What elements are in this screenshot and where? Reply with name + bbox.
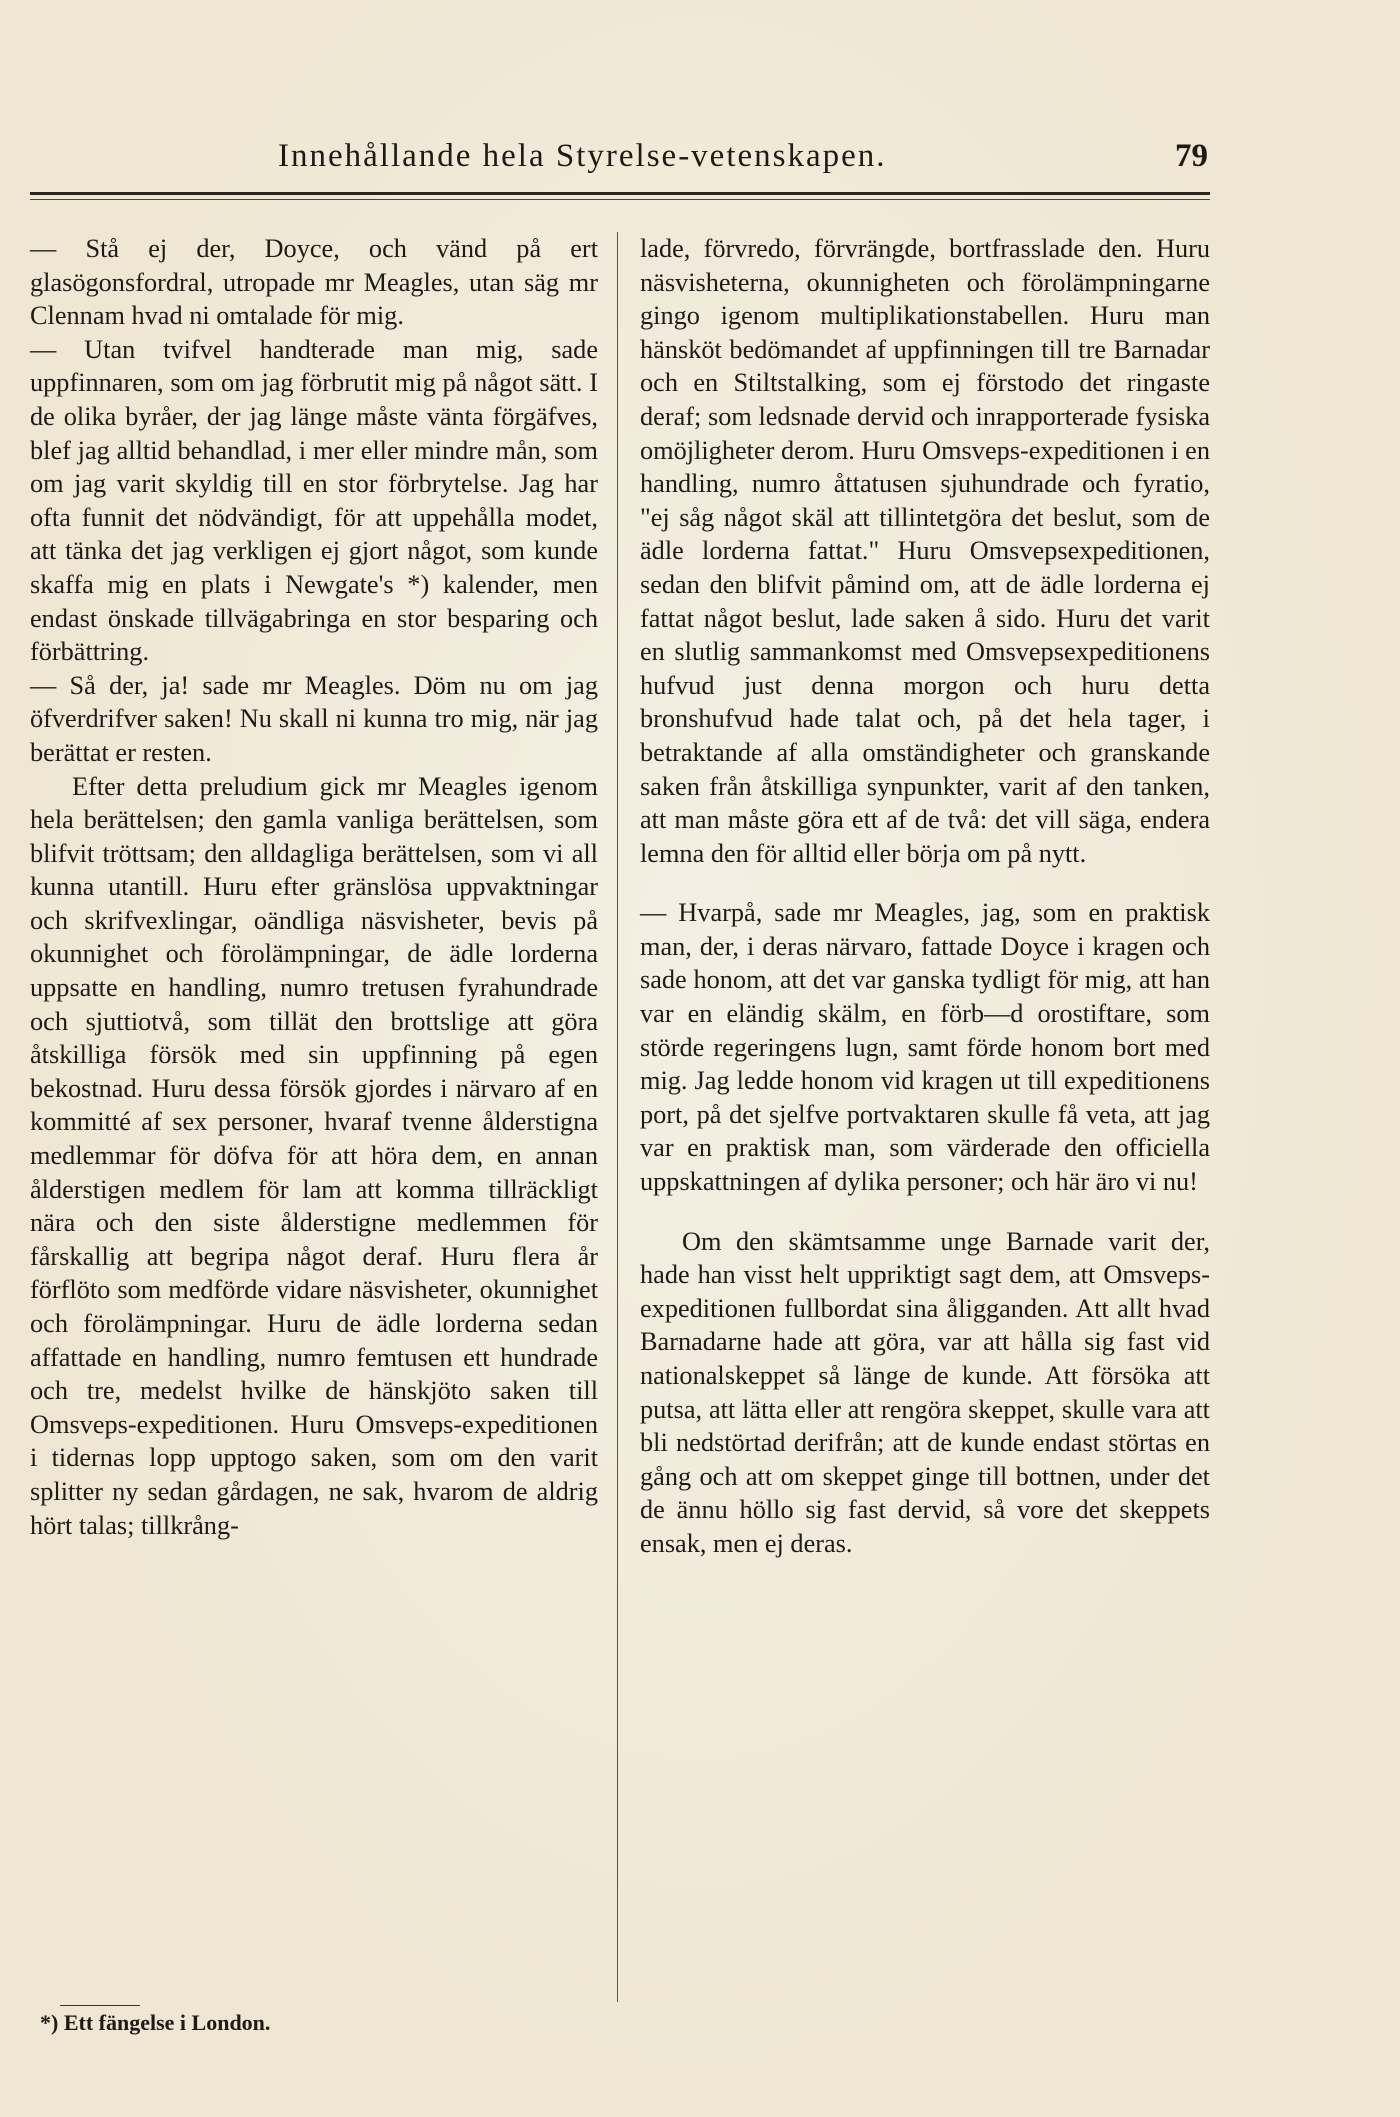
paragraph: — Så der, ja! sade mr Meagles. Döm nu om jag öfverdrifver saken! Nu skall ni kunna tro mig, när jag berättat er resten.	[30, 670, 598, 767]
header-rule-thin	[30, 199, 1210, 200]
paragraph: Efter detta preludium gick mr Meagles igenom hela berättelsen; den gamla vanliga berättelsen, som blifvit tröttsam; den alldagliga berättelsen, som vi all kunna utantill. Huru efter gränslösa uppvaktningar och skrifvexlingar, oändliga näsvisheter, bevis på okunnighet och förolämpningar, de ädle lorderna uppsatte en handling, numro tretusen fyrahundrade och sjuttiotvå, som tillät den brottslige att göra åtskilliga försök med sin uppfinning på egen bekostnad. Huru dessa försök gjordes i närvaro af en kommitté af sex personer, hvaraf tvenne ålderstigna medlemmar för döfva för att höra dem, en annan ålderstigen medlem för lam att komma tillräckligt nära och den siste ålderstigne medlemmen för fårskallig att begripa något deraf. Huru flera år förflöto som medförde vidare näsvisheter, okunnighet och förolämpningar. Huru de ädle lorderna sedan affattade en handling, numro femtusen ett hundrade och tre, medelst hvilke de hänskjöto saken till Omsveps-expeditionen. Huru Omsveps-expeditionen i tidernas lopp upptogo saken, som om den varit splitter ny sedan gårdagen, ne sak, hvarom de aldrig hört talas; tillkrång-	[30, 771, 598, 1540]
column-divider	[617, 232, 618, 2002]
running-title: Innehållande hela Styrelse-vetenskapen.	[278, 138, 887, 174]
footnote: *) Ett fängelse i London.	[40, 2010, 271, 2035]
page-number: 79	[1175, 138, 1208, 174]
left-column	[30, 232, 598, 1542]
header-rule	[30, 192, 1210, 195]
footnote-rule	[60, 2005, 140, 2006]
paragraph-gap	[640, 1199, 1210, 1225]
paragraph: lade, förvredo, förvrängde, bortfrasslade den. Huru näsvisheterna, okunnigheten och förolämpningarne gingo igenom multiplikationstabellen. Huru man hänsköt bedömandet af uppfinningen till tre Barnadar och en Stiltstalking, som ej förstodo det ringaste deraf; som ledsnade dervid och inrapporterade fysiska omöjligheter derom. Huru Omsveps-expeditionen i en handling, numro åttatusen sjuhundrade och fyratio, "ej såg något skäl att tillintetgöra det beslut, som de ädle lorderna fattat." Huru Omsvepsexpeditionen, sedan den blifvit påmind om, att de ädle lorderna ej fattat något beslut, lade saken å sido. Huru det varit en slutlig sammankomst med Omsvepsexpeditionens hufvud just denna morgon och huru detta bronshufvud hade talat och, på det hela tager, i betraktande af alla omständigheter och granskande saken från åtskilliga synpunkter, varit af den tanken, att man måste göra ett af de två: det vill säga, endera lemna den för alltid eller börja om på nytt.	[640, 234, 1210, 868]
right-column	[640, 232, 1210, 1561]
paragraph: Om den skämtsamme unge Barnade varit der, hade han visst helt uppriktigt sagt dem, att Omsveps-expeditionen fullbordat sina åligganden. Att allt hvad Barnadarne hade att göra, var att hålla sig fast vid nationalskeppet så länge de kunde. Att försöka att putsa, att lätta eller att rengöra skeppet, skulle vara att bli nedstörtad derifrån; att de kunde endast störtas en gång och att om skeppet ginge till bottnen, under det de ännu höllo sig fast dervid, så vore det skeppets ensak, men ej deras.	[640, 1226, 1210, 1558]
page-header	[28, 138, 1208, 190]
paragraph-gap	[640, 870, 1210, 896]
paragraph: — Hvarpå, sade mr Meagles, jag, som en praktisk man, der, i deras närvaro, fattade Doyce i kragen och sade honom, att det var ganska tydligt för mig, att han var en eländig skälm, en förb—d orostiftare, som störde regeringens lugn, samt förde honom bort med mig. Jag ledde honom vid kragen ut till expeditionens port, på det sjelfve portvaktaren skulle få veta, att jag var en praktisk man, som värderade den officiella uppskattningen af dylika personer; och här äro vi nu!	[640, 898, 1210, 1197]
paragraph: — Utan tvifvel handterade man mig, sade uppfinnaren, som om jag förbrutit mig på något sätt. I de olika byråer, der jag länge måste vänta förgäfves, blef jag alltid behandlad, i mer eller mindre mån, som om jag varit skyldig till en stor förbrytelse. Jag har ofta funnit det nödvändigt, för att uppehålla modet, att tänka det jag verkligen ej gjort något, som kunde skaffa mig en plats i Newgate's *) kalender, men endast önskade tillvägabringa en stor besparing och förbättring.	[30, 334, 598, 667]
paragraph: — Stå ej der, Doyce, och vänd på ert glasögonsfordral, utropade mr Meagles, utan säg mr Clennam hvad ni omtalade för mig.	[30, 234, 598, 331]
